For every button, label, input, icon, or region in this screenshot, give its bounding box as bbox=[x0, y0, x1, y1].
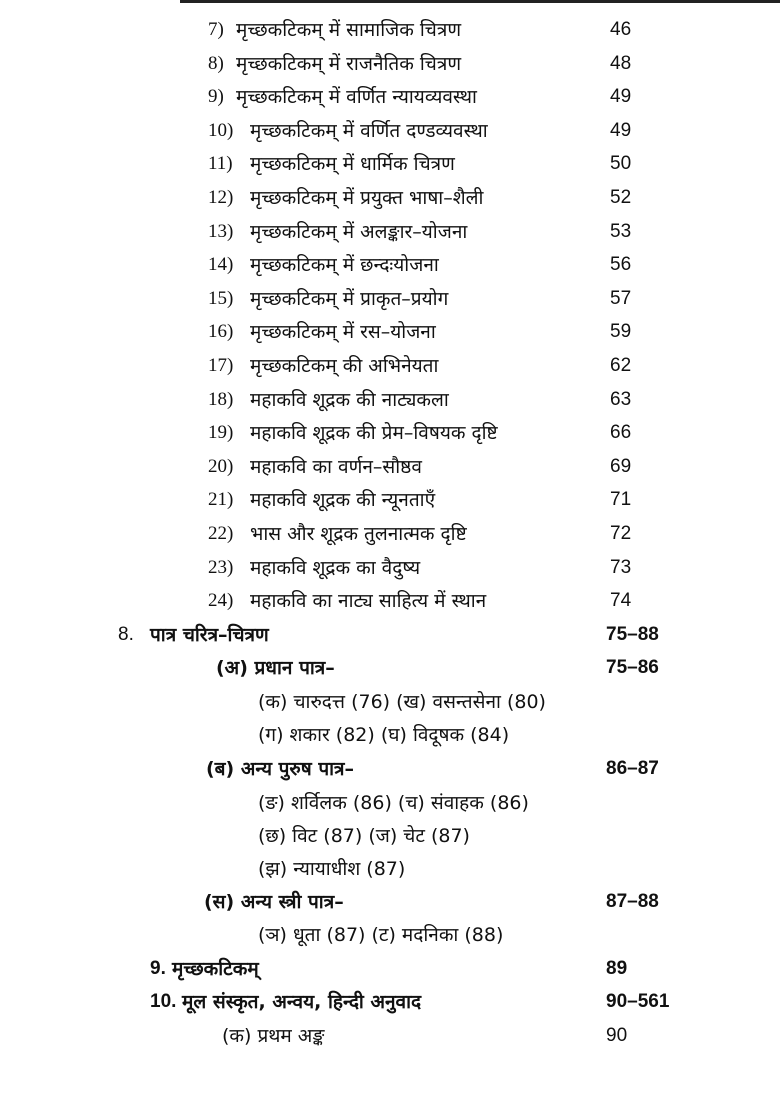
item-page: 49 bbox=[610, 119, 632, 141]
toc-item[interactable] bbox=[0, 115, 780, 147]
toc-section-10[interactable] bbox=[0, 986, 780, 1018]
section-pages: 90–561 bbox=[606, 991, 670, 1012]
item-page: 52 bbox=[610, 187, 632, 208]
toc-character-line bbox=[0, 820, 780, 852]
item-title: मृच्छकटिकम् में सामाजिक चित्रण bbox=[236, 19, 462, 41]
item-title: महाकवि शूद्रक का वैदुष्य bbox=[250, 556, 421, 579]
group-pages: 87–88 bbox=[606, 891, 659, 912]
item-number: 18) bbox=[208, 388, 234, 410]
group-title: (स) अन्य स्त्री पात्र– bbox=[204, 891, 344, 913]
section-pages: 89 bbox=[606, 958, 628, 979]
item-number: 11) bbox=[208, 153, 233, 175]
toc-subsection[interactable] bbox=[0, 1020, 780, 1052]
section-number: 8. bbox=[118, 624, 134, 645]
item-number: 19) bbox=[208, 422, 234, 444]
group-pages: 75–86 bbox=[606, 657, 659, 678]
toc-character-line bbox=[0, 787, 780, 819]
item-page: 63 bbox=[610, 388, 632, 410]
toc-item[interactable] bbox=[0, 552, 780, 584]
toc-item[interactable] bbox=[0, 585, 780, 617]
item-number: 7) bbox=[208, 19, 224, 40]
group-pages: 86–87 bbox=[606, 758, 659, 779]
item-number: 15) bbox=[208, 287, 234, 309]
item-title: मृच्छकटिकम् में अलङ्कार–योजना bbox=[250, 220, 468, 243]
toc-item[interactable] bbox=[0, 249, 780, 281]
top-rule bbox=[180, 0, 780, 3]
item-number: 22) bbox=[208, 523, 234, 544]
item-page: 57 bbox=[610, 287, 632, 309]
character-line: (छ) विट (87) (ज) चेट (87) bbox=[258, 825, 470, 847]
item-title: मृच्छकटिकम् में राजनैतिक चित्रण bbox=[236, 52, 462, 75]
section-title: मृच्छकटिकम् bbox=[172, 958, 259, 980]
item-title: मृच्छकटिकम् में प्रयुक्त भाषा–शैली bbox=[250, 187, 484, 209]
section-number: 10. bbox=[150, 991, 177, 1012]
toc-character-line bbox=[0, 853, 780, 885]
toc-group-b[interactable] bbox=[0, 753, 780, 785]
toc-item[interactable] bbox=[0, 384, 780, 416]
character-line: (ग) शकार (82) (घ) विदूषक (84) bbox=[258, 724, 510, 746]
item-title: मृच्छकटिकम् में वर्णित दण्डव्यवस्था bbox=[250, 119, 488, 142]
item-page: 69 bbox=[610, 455, 632, 477]
item-title: मृच्छकटिकम् में धार्मिक चित्रण bbox=[250, 153, 455, 176]
item-title: महाकवि का वर्णन–सौष्ठव bbox=[250, 455, 422, 478]
toc-item[interactable] bbox=[0, 484, 780, 516]
toc-item[interactable] bbox=[0, 216, 780, 248]
item-number: 10) bbox=[208, 119, 234, 141]
character-line: (झ) न्यायाधीश (87) bbox=[258, 858, 406, 880]
item-page: 66 bbox=[610, 422, 632, 444]
toc-group-c[interactable] bbox=[0, 886, 780, 918]
toc-item[interactable] bbox=[0, 48, 780, 80]
item-title: महाकवि शूद्रक की प्रेम–विषयक दृष्टि bbox=[250, 422, 498, 445]
toc-item[interactable] bbox=[0, 518, 780, 550]
item-number: 13) bbox=[208, 220, 234, 242]
section-title: मूल संस्कृत, अन्वय, हिन्दी अनुवाद bbox=[182, 991, 422, 1013]
section-pages: 75–88 bbox=[606, 624, 659, 645]
item-page: 49 bbox=[610, 86, 632, 108]
item-number: 12) bbox=[208, 187, 234, 208]
toc-section-9[interactable] bbox=[0, 953, 780, 985]
item-title: महाकवि का नाट्य साहित्य में स्थान bbox=[250, 590, 487, 613]
toc-character-line bbox=[0, 719, 780, 751]
item-page: 74 bbox=[610, 590, 632, 612]
toc-item[interactable] bbox=[0, 81, 780, 113]
toc-group-a[interactable] bbox=[0, 652, 780, 684]
toc-item[interactable] bbox=[0, 148, 780, 180]
item-number: 8) bbox=[208, 52, 224, 74]
item-number: 21) bbox=[208, 489, 234, 511]
item-page: 62 bbox=[610, 355, 632, 376]
toc-item[interactable] bbox=[0, 451, 780, 483]
item-number: 16) bbox=[208, 321, 234, 343]
section-number: 9. bbox=[150, 958, 166, 979]
item-page: 48 bbox=[610, 52, 632, 74]
item-page: 46 bbox=[610, 19, 632, 40]
subsection-title: (क) प्रथम अङ्क bbox=[222, 1025, 325, 1047]
toc-item[interactable] bbox=[0, 283, 780, 315]
group-title: (ब) अन्य पुरुष पात्र– bbox=[206, 758, 355, 780]
character-line: (ञ) धूता (87) (ट) मदनिका (88) bbox=[258, 924, 504, 946]
item-page: 53 bbox=[610, 220, 632, 242]
item-title: मृच्छकटिकम् में वर्णित न्यायव्यवस्था bbox=[236, 86, 477, 109]
toc-item[interactable] bbox=[0, 350, 780, 382]
character-line: (ङ) शर्विलक (86) (च) संवाहक (86) bbox=[258, 792, 529, 814]
item-title: भास और शूद्रक तुलनात्मक दृष्टि bbox=[250, 523, 467, 545]
item-page: 59 bbox=[610, 321, 632, 343]
item-number: 14) bbox=[208, 254, 234, 276]
item-number: 23) bbox=[208, 556, 234, 578]
item-page: 71 bbox=[610, 489, 632, 511]
item-page: 72 bbox=[610, 523, 632, 544]
item-title: महाकवि शूद्रक की नाट्यकला bbox=[250, 388, 449, 411]
item-number: 17) bbox=[208, 355, 234, 376]
item-title: मृच्छकटिकम् में प्राकृत–प्रयोग bbox=[250, 287, 449, 310]
section-title: पात्र चरित्र–चित्रण bbox=[150, 624, 269, 646]
item-number: 24) bbox=[208, 590, 234, 612]
item-title: मृच्छकटिकम् की अभिनेयता bbox=[250, 355, 439, 377]
item-title: मृच्छकटिकम् में छन्दःयोजना bbox=[250, 254, 439, 277]
item-page: 50 bbox=[610, 153, 632, 175]
toc-item[interactable] bbox=[0, 417, 780, 449]
subsection-page: 90 bbox=[606, 1025, 628, 1046]
item-number: 20) bbox=[208, 455, 234, 477]
item-page: 73 bbox=[610, 556, 632, 578]
toc-item[interactable] bbox=[0, 182, 780, 214]
item-page: 56 bbox=[610, 254, 632, 276]
toc-item[interactable] bbox=[0, 14, 780, 46]
item-number: 9) bbox=[208, 86, 224, 108]
toc-section-8[interactable] bbox=[0, 619, 780, 651]
toc-character-line bbox=[0, 686, 780, 718]
toc-item[interactable] bbox=[0, 316, 780, 348]
toc-character-line bbox=[0, 919, 780, 951]
character-line: (क) चारुदत्त (76) (ख) वसन्तसेना (80) bbox=[258, 691, 546, 713]
group-title: (अ) प्रधान पात्र– bbox=[216, 657, 335, 679]
item-title: मृच्छकटिकम् में रस–योजना bbox=[250, 321, 436, 344]
item-title: महाकवि शूद्रक की न्यूनताएँ bbox=[250, 489, 436, 512]
